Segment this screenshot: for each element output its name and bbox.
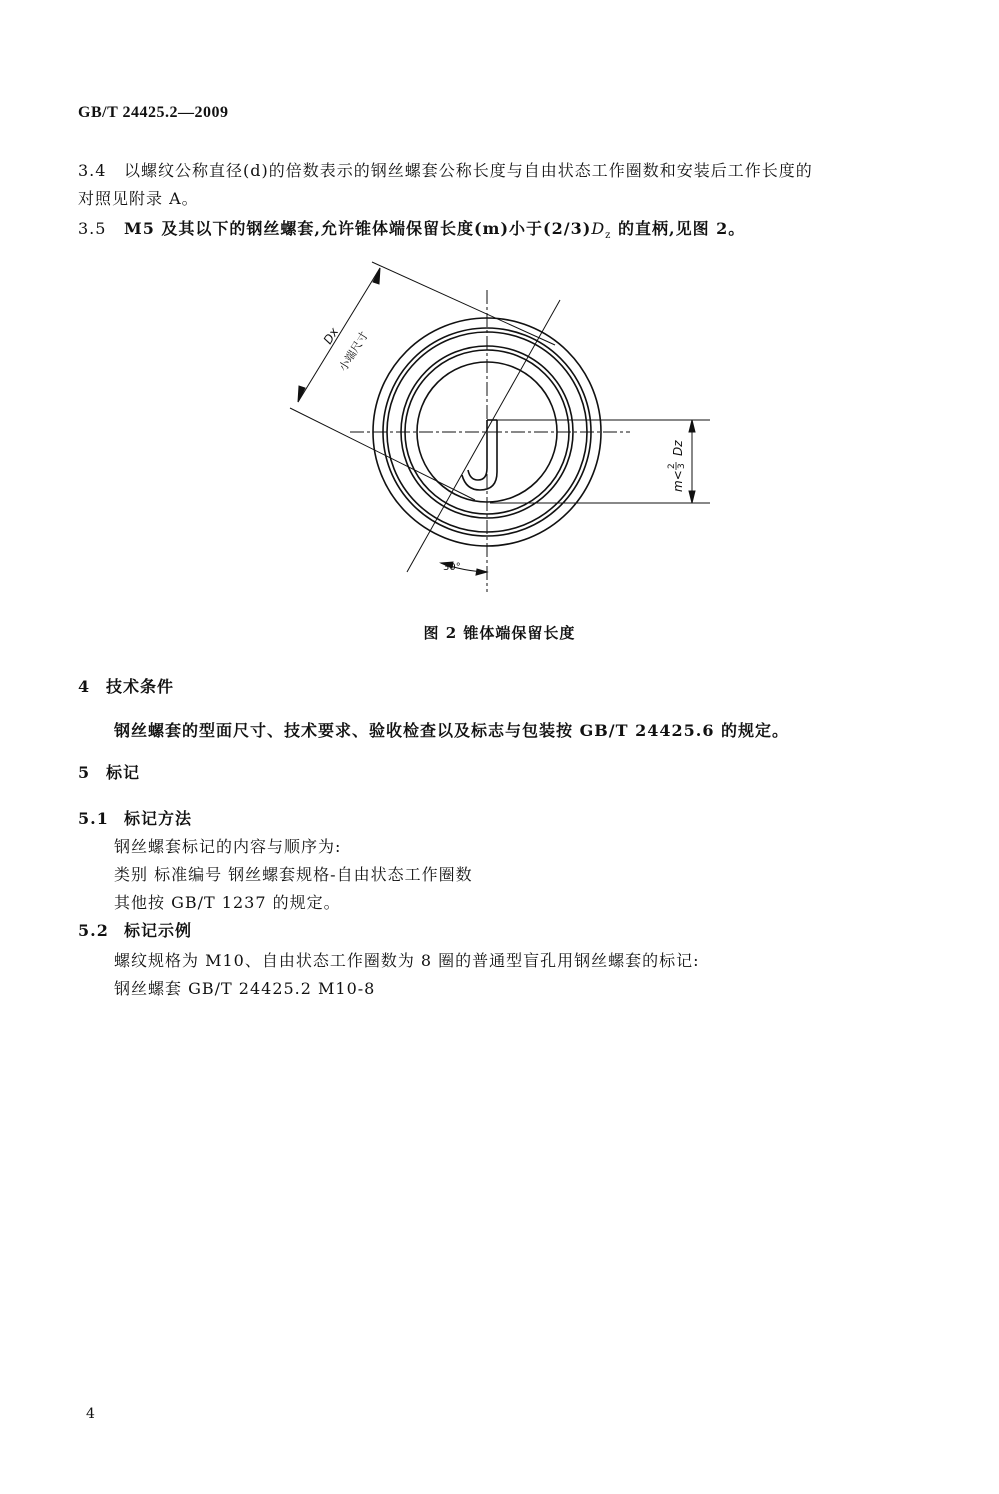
clause-5-1-number: 5.1 (78, 809, 109, 828)
section-4-body: 钢丝螺套的型面尺寸、技术要求、验收检查以及标志与包装按 GB/T 24425.6 的规定。 (114, 721, 790, 740)
clause-5-2-heading (78, 918, 192, 941)
clause-5-1-line-2: 类别 标准编号 钢丝螺套规格-自由状态工作圈数 (114, 865, 473, 884)
clause-5-2-line-2: 钢丝螺套 GB/T 24425.2 M10-8 (114, 979, 376, 998)
dz-label: Dz (671, 440, 685, 456)
dx-arrow-top (373, 268, 380, 284)
clause-5-2-line-1: 螺纹规格为 M10、自由状态工作圈数为 8 圈的普通型盲孔用钢丝螺套的标记: (114, 951, 700, 970)
clause-3-4-text: 以螺纹公称直径(d)的倍数表示的钢丝螺套公称长度与自由状态工作圈数和安装后工作长度的 (124, 161, 813, 180)
section-4-number: 4 (78, 677, 91, 696)
clause-5-1-heading (78, 806, 192, 829)
section-5-title: 标记 (106, 763, 141, 782)
dx-arrow-bottom (298, 386, 305, 402)
section-4-heading (78, 674, 174, 697)
tang-inner-edge (468, 420, 487, 480)
clause-5-1-title: 标记方法 (124, 809, 193, 828)
clause-3-5-number: 3.5 (78, 219, 107, 238)
clause-3-5-text-a: M5 及其以下的钢丝螺套,允许锥体端保留长度(m)小于(2/3) (124, 219, 592, 238)
m-less-than-label: m< (671, 470, 685, 492)
small-end-size-label: 小端尺寸 (336, 329, 371, 374)
fraction-numerator-label: 2 (667, 463, 677, 469)
clause-5-1-line-1: 钢丝螺套标记的内容与顺序为: (114, 837, 342, 856)
standard-code-header: GB/T 24425.2—2009 (78, 104, 229, 121)
figure-2-drawing (0, 0, 999, 620)
section-5-heading (78, 760, 140, 783)
m-arrow-top (689, 420, 695, 432)
angle-label: 30° (443, 562, 461, 573)
clause-5-2-number: 5.2 (78, 921, 109, 940)
clause-3-4-line-2: 对照见附录 A。 (78, 189, 199, 208)
page-number: 4 (86, 1406, 95, 1422)
angle-arrow-right (476, 569, 487, 575)
clause-5-1-line-3: 其他按 GB/T 1237 的规定。 (114, 893, 341, 912)
figure-2-caption: 图 2 锥体端保留长度 (423, 624, 576, 642)
dx-extension-line-top (372, 262, 555, 345)
dx-extension-line-bottom (290, 408, 475, 500)
clause-5-2-title: 标记示例 (124, 921, 193, 940)
section-5-number: 5 (78, 763, 91, 782)
section-4-title: 技术条件 (106, 677, 175, 696)
m-arrow-bottom (689, 491, 695, 503)
clause-3-4-number: 3.4 (78, 161, 107, 180)
clause-3-5-symbol-sub: z (605, 230, 612, 242)
fraction-denominator-label: 3 (677, 463, 687, 469)
dx-label: Dx (320, 325, 342, 347)
clause-3-5-symbol-d: D (591, 219, 606, 238)
clause-3-5-text-b: 的直柄,见图 2。 (611, 219, 746, 238)
